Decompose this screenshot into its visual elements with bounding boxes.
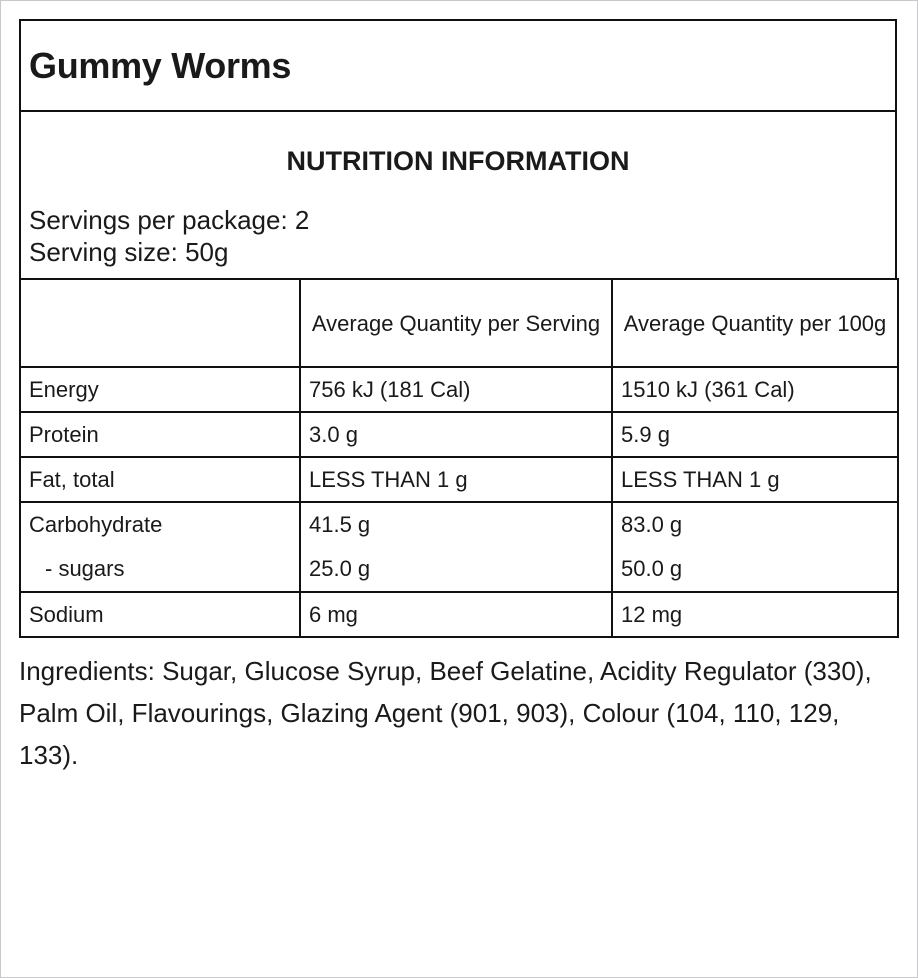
per-100g-cell [612, 502, 898, 592]
table-row-fat [20, 457, 898, 502]
per-100g-value: 12 mg [612, 592, 898, 637]
product-title: Gummy Worms [29, 44, 292, 86]
ingredients-text: Ingredients: Sugar, Glucose Syrup, Beef Gelatine, Acidity Regulator (330), Palm Oil, Flavourings, Glazing Agent (901, 903), Colour (104, 110, 129, 133). [19, 656, 872, 770]
table-row-protein [20, 412, 898, 457]
product-title-box [19, 19, 897, 112]
nutrition-table [19, 278, 899, 638]
table-row-energy [20, 367, 898, 412]
column-header-empty [20, 279, 300, 367]
per-serving-value: 3.0 g [300, 412, 612, 457]
nutrition-heading: NUTRITION INFORMATION [286, 146, 630, 176]
per-serving-value: 6 mg [300, 592, 612, 637]
sub-per-100g-value: 50.0 g [621, 556, 683, 581]
nutrition-panel [19, 19, 897, 638]
per-100g-value: 5.9 g [612, 412, 898, 457]
sub-nutrient-label: - sugars [45, 556, 125, 581]
per-serving-value: 41.5 g [309, 512, 371, 537]
servings-per-package: Servings per package: 2 [29, 205, 310, 235]
nutrition-info-box [19, 112, 897, 278]
nutrient-label: Carbohydrate [29, 512, 163, 537]
column-header-per-serving: Average Quantity per Serving [300, 279, 612, 367]
sub-per-serving-value: 25.0 g [309, 556, 371, 581]
per-serving-cell [300, 502, 612, 592]
per-100g-value: LESS THAN 1 g [612, 457, 898, 502]
nutrient-label-cell [20, 502, 300, 592]
nutrient-label: Energy [20, 367, 300, 412]
nutrient-label: Fat, total [20, 457, 300, 502]
nutrient-label: Sodium [20, 592, 300, 637]
column-header-per-100g: Average Quantity per 100g [612, 279, 898, 367]
per-serving-value: 756 kJ (181 Cal) [300, 367, 612, 412]
per-serving-value: LESS THAN 1 g [300, 457, 612, 502]
per-100g-value: 1510 kJ (361 Cal) [612, 367, 898, 412]
serving-info [29, 204, 309, 268]
per-100g-value: 83.0 g [621, 512, 683, 537]
table-row-sodium [20, 592, 898, 637]
nutrient-label: Protein [20, 412, 300, 457]
table-header-row [20, 279, 898, 367]
serving-size: Serving size: 50g [29, 237, 229, 267]
table-row-carbohydrate [20, 502, 898, 592]
